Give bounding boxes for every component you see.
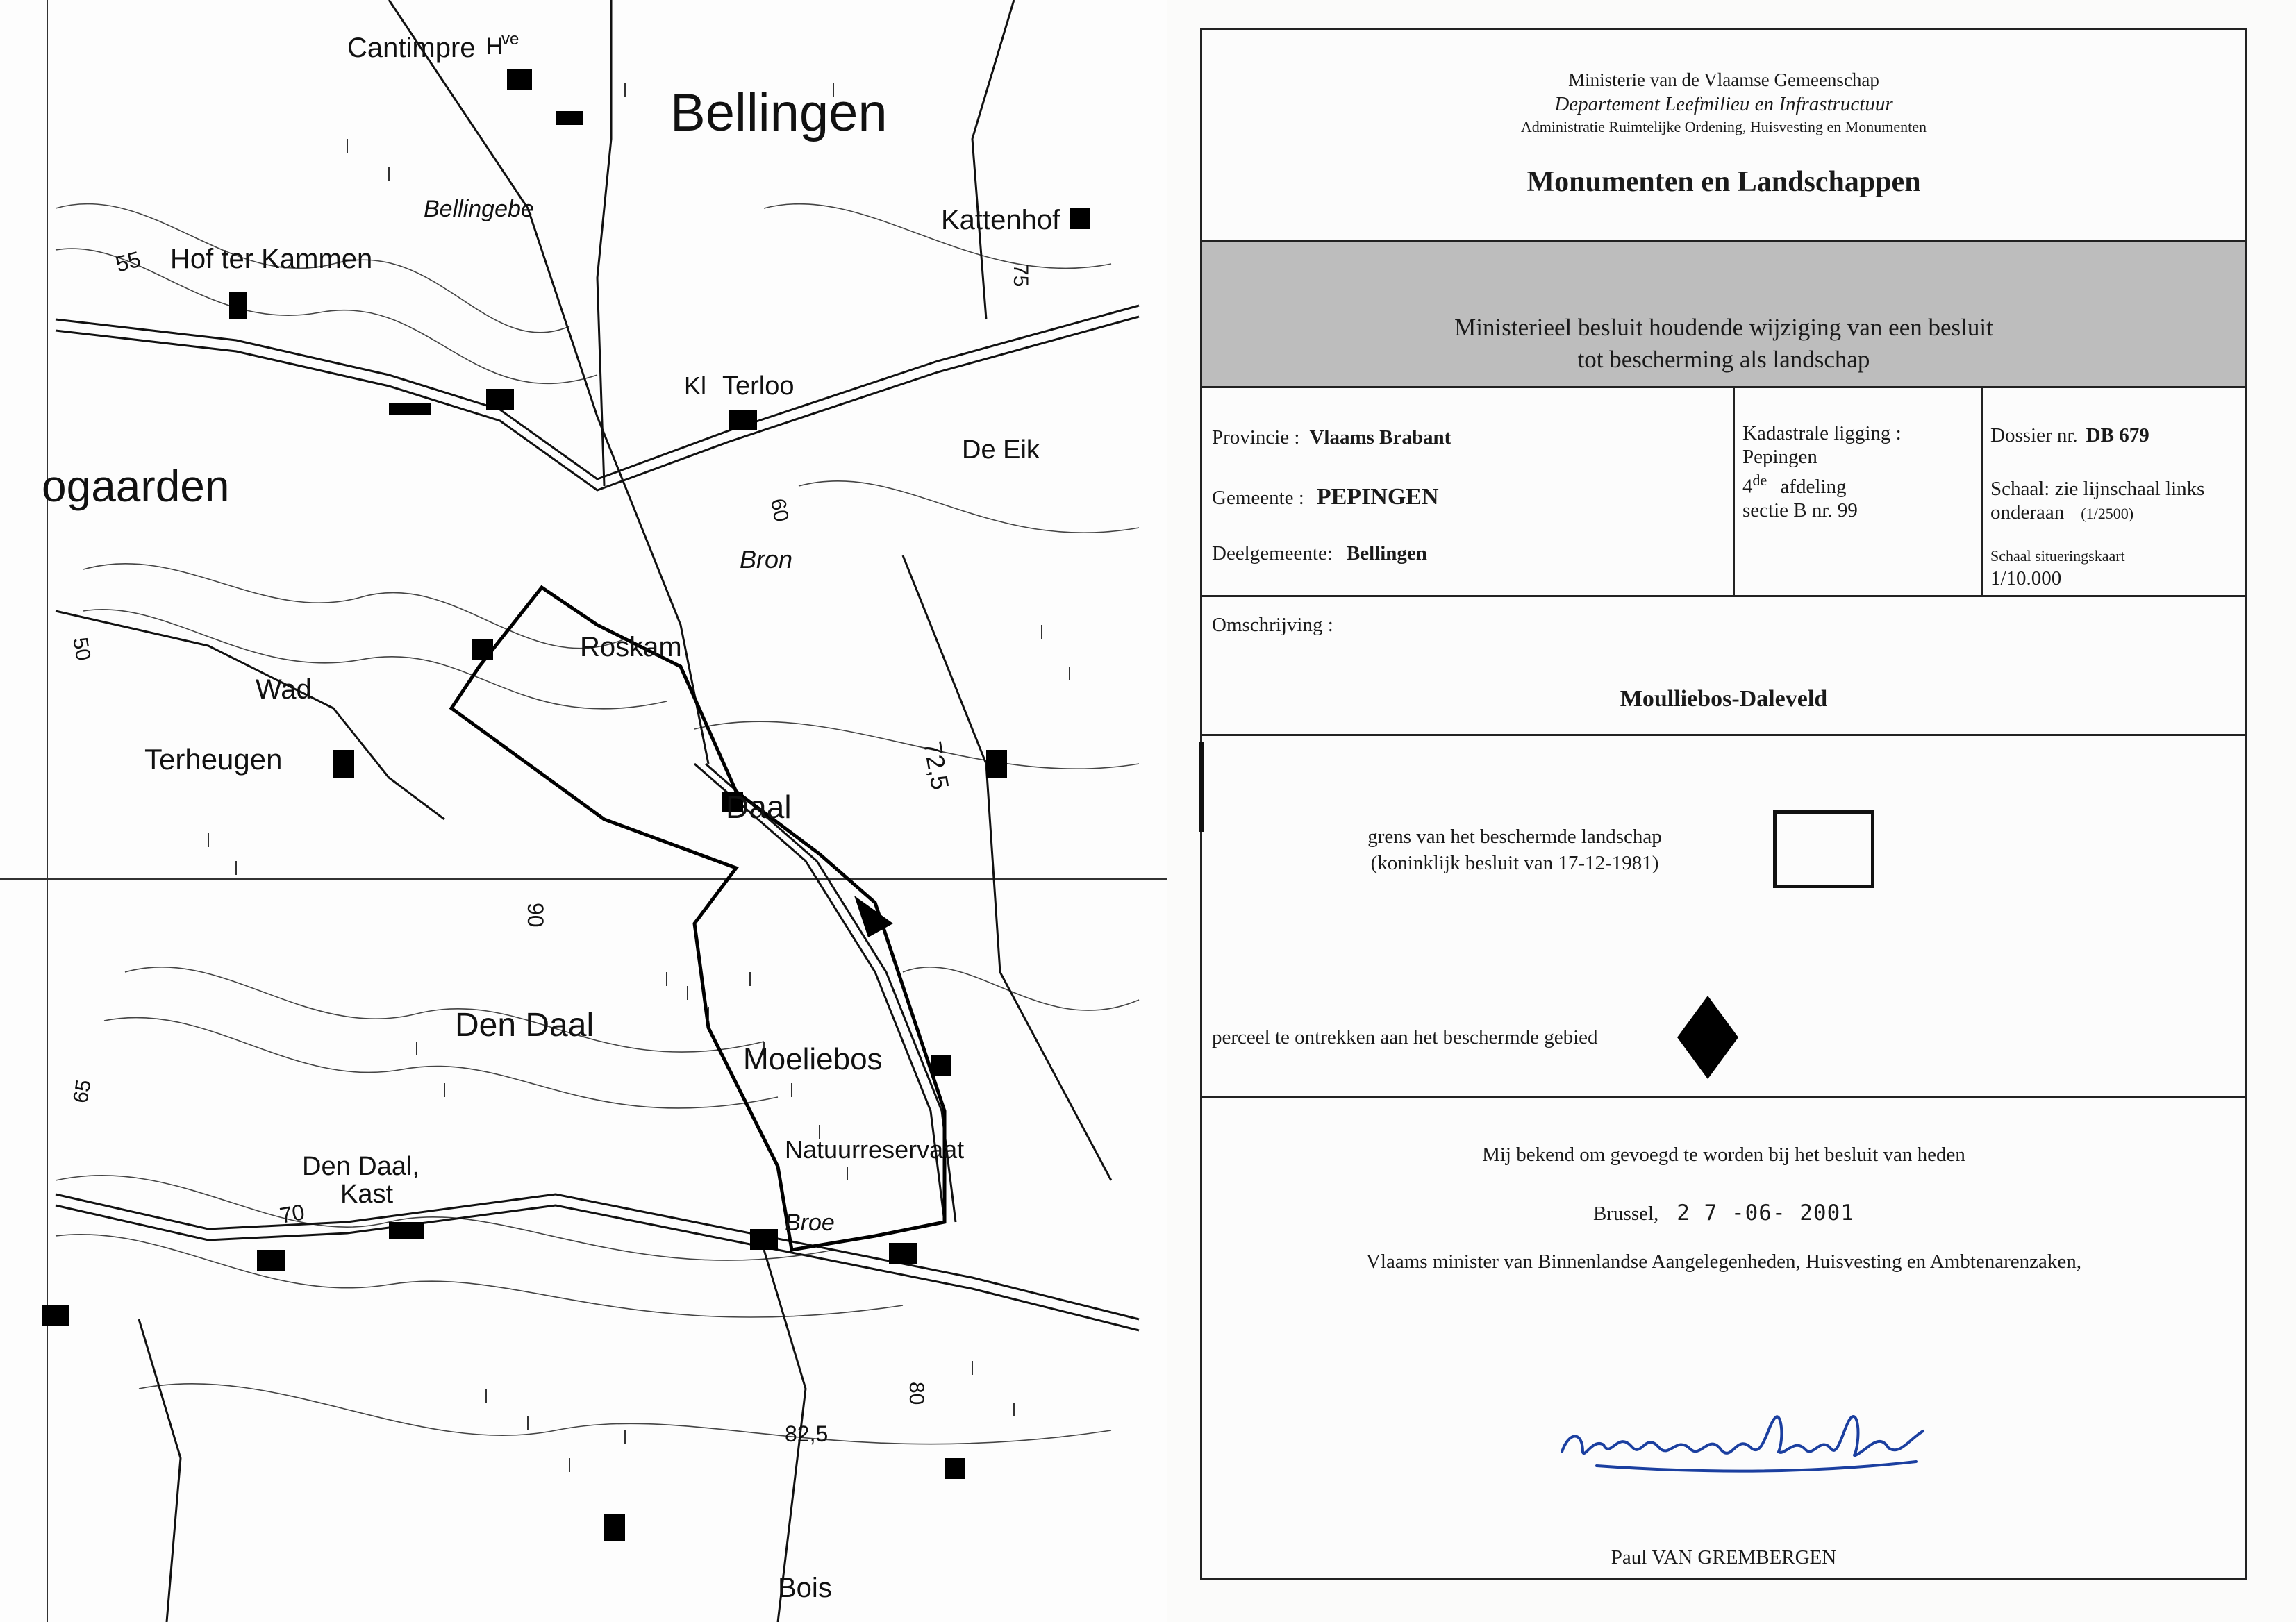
contour-label-55: 55 <box>113 246 144 277</box>
cadastral-section: sectie B nr. 99 <box>1742 499 1858 521</box>
location-cell <box>1202 388 1735 595</box>
label-hof-ter-kammen: Hof ter Kammen <box>170 244 373 274</box>
minister-name: Paul VAN GREMBERGEN <box>1611 1546 1837 1569</box>
description-label: Omschrijving : <box>1212 614 1333 636</box>
submunicipality-label: Deelgemeente: <box>1212 542 1333 565</box>
cadastral-division <box>1742 469 1902 499</box>
label-klein: Kl <box>684 371 707 400</box>
division-text: afdeling <box>1780 475 1847 498</box>
contour-label-60: 60 <box>766 496 793 524</box>
legend-parcel-diamond <box>1676 994 1740 1080</box>
dossier-label: Dossier nr. <box>1990 424 2078 446</box>
label-natuurreservaat: Natuurreservaat <box>785 1135 965 1164</box>
contour-label-90: 90 <box>523 903 548 928</box>
label-den-daal: Den Daal <box>455 1007 594 1044</box>
administration-name: Administratie Ruimtelijke Ordening, Huisvesting en Monumenten <box>1520 118 1927 135</box>
contour-label-80: 80 <box>905 1382 928 1405</box>
division-number: 4 <box>1742 475 1753 498</box>
dossier-cell <box>1981 388 2245 595</box>
title-block <box>1200 28 2247 1580</box>
label-roskam: Roskam <box>580 632 682 662</box>
label-den-daal-kast: Den Daal, <box>302 1152 419 1181</box>
legend-boundary-line-2: (koninklijk besluit van 17-12-1981) <box>1370 852 1659 874</box>
cadastral-cell <box>1733 388 1983 595</box>
legend-boundary-line-1: grens van het beschermde landschap <box>1367 826 1662 848</box>
label-bellingen: Bellingen <box>670 83 888 142</box>
contour-label-50: 50 <box>68 635 95 663</box>
statement-text: Mij bekend om gevoegd te worden bij het besluit van heden <box>1482 1144 1965 1166</box>
dossier-number: DB 679 <box>2086 424 2149 446</box>
signature-section <box>1202 1098 2245 1578</box>
page-title: Monumenten en Landschappen <box>1526 166 1921 198</box>
province-value: Vlaams Brabant <box>1309 426 1451 449</box>
label-wad: Wad <box>256 674 312 705</box>
label-bellingebeek: Bellingebe <box>424 196 534 222</box>
label-hve-sup: ve <box>501 30 519 49</box>
municipality-label: Gemeente : <box>1212 487 1304 509</box>
department-name: Departement Leefmilieu en Infrastructuur <box>1554 93 1893 115</box>
label-terloo: Terloo <box>722 371 795 401</box>
contour-lines <box>56 204 1139 1444</box>
ministry-name: Ministerie van de Vlaamse Gemeenschap <box>1568 69 1879 90</box>
contour-label-72-5: 72,5 <box>918 739 955 792</box>
label-moeliebos: Moeliebos <box>743 1042 883 1076</box>
info-row <box>1202 388 2245 597</box>
contour-label-75: 75 <box>1009 264 1032 287</box>
municipality-value: PEPINGEN <box>1316 484 1439 510</box>
contour-label-70: 70 <box>277 1199 307 1228</box>
cadastral-label: Kadastrale ligging : <box>1742 422 1902 444</box>
label-hve: H <box>486 33 504 60</box>
margin-mark <box>1199 742 1204 832</box>
legend-parcel-text: perceel te ontrekken aan het beschermde gebied <box>1212 1026 1598 1048</box>
cadastral-place: Pepingen <box>1742 446 1817 468</box>
decree-line-2: tot bescherming als landschap <box>1577 346 1870 373</box>
minister-title: Vlaams minister van Binnenlandse Aangelegenheden, Huisvesting en Ambtenarenzaken, <box>1365 1251 2081 1273</box>
decree-band <box>1202 240 2245 388</box>
label-de-eik: De Eik <box>962 435 1040 465</box>
label-bron: Bron <box>740 545 793 574</box>
scale-label: Schaal: zie lijnschaal links <box>1990 478 2205 500</box>
date-line <box>1202 1201 2245 1226</box>
situation-scale-value: 1/10.000 <box>1990 567 2062 590</box>
contour-label-82-5: 82,5 <box>785 1421 829 1446</box>
decree-line-1: Ministerieel besluit houdende wijziging van een besluit <box>1454 314 1993 341</box>
label-ogaarden: ogaarden <box>42 461 230 511</box>
signature-date-stamp: 2 7 -06- 2001 <box>1677 1201 1854 1226</box>
legend-boundary-symbol <box>1773 810 1874 888</box>
signature-city: Brussel, <box>1593 1203 1659 1225</box>
division-suffix: de <box>1752 471 1767 489</box>
label-terheugen: Terheugen <box>144 743 283 776</box>
legend-section <box>1202 736 2245 1098</box>
submunicipality-value: Bellingen <box>1346 542 1427 565</box>
description-name: Moulliebos-Daleveld <box>1620 686 1828 712</box>
header <box>1202 68 2245 199</box>
label-daal: Daal <box>726 789 792 825</box>
scale-below: onderaan <box>1990 501 2065 524</box>
label-kast: Kast <box>340 1180 394 1209</box>
label-kattenhof: Kattenhof <box>941 205 1060 235</box>
scale-value: (1/2500) <box>2081 505 2134 522</box>
situation-scale-label: Schaal situeringskaart <box>1990 547 2125 565</box>
handwritten-signature <box>1555 1389 1958 1487</box>
contour-label-65: 65 <box>69 1078 96 1105</box>
label-broek: Broe <box>785 1210 835 1236</box>
buildings <box>42 69 1090 1541</box>
label-bois: Bois <box>778 1573 832 1603</box>
legend-boundary-text <box>1272 823 1758 876</box>
description-section <box>1202 597 2245 736</box>
label-cantimpre: Cantimpre <box>347 33 476 63</box>
province-label: Provincie : <box>1212 426 1300 449</box>
